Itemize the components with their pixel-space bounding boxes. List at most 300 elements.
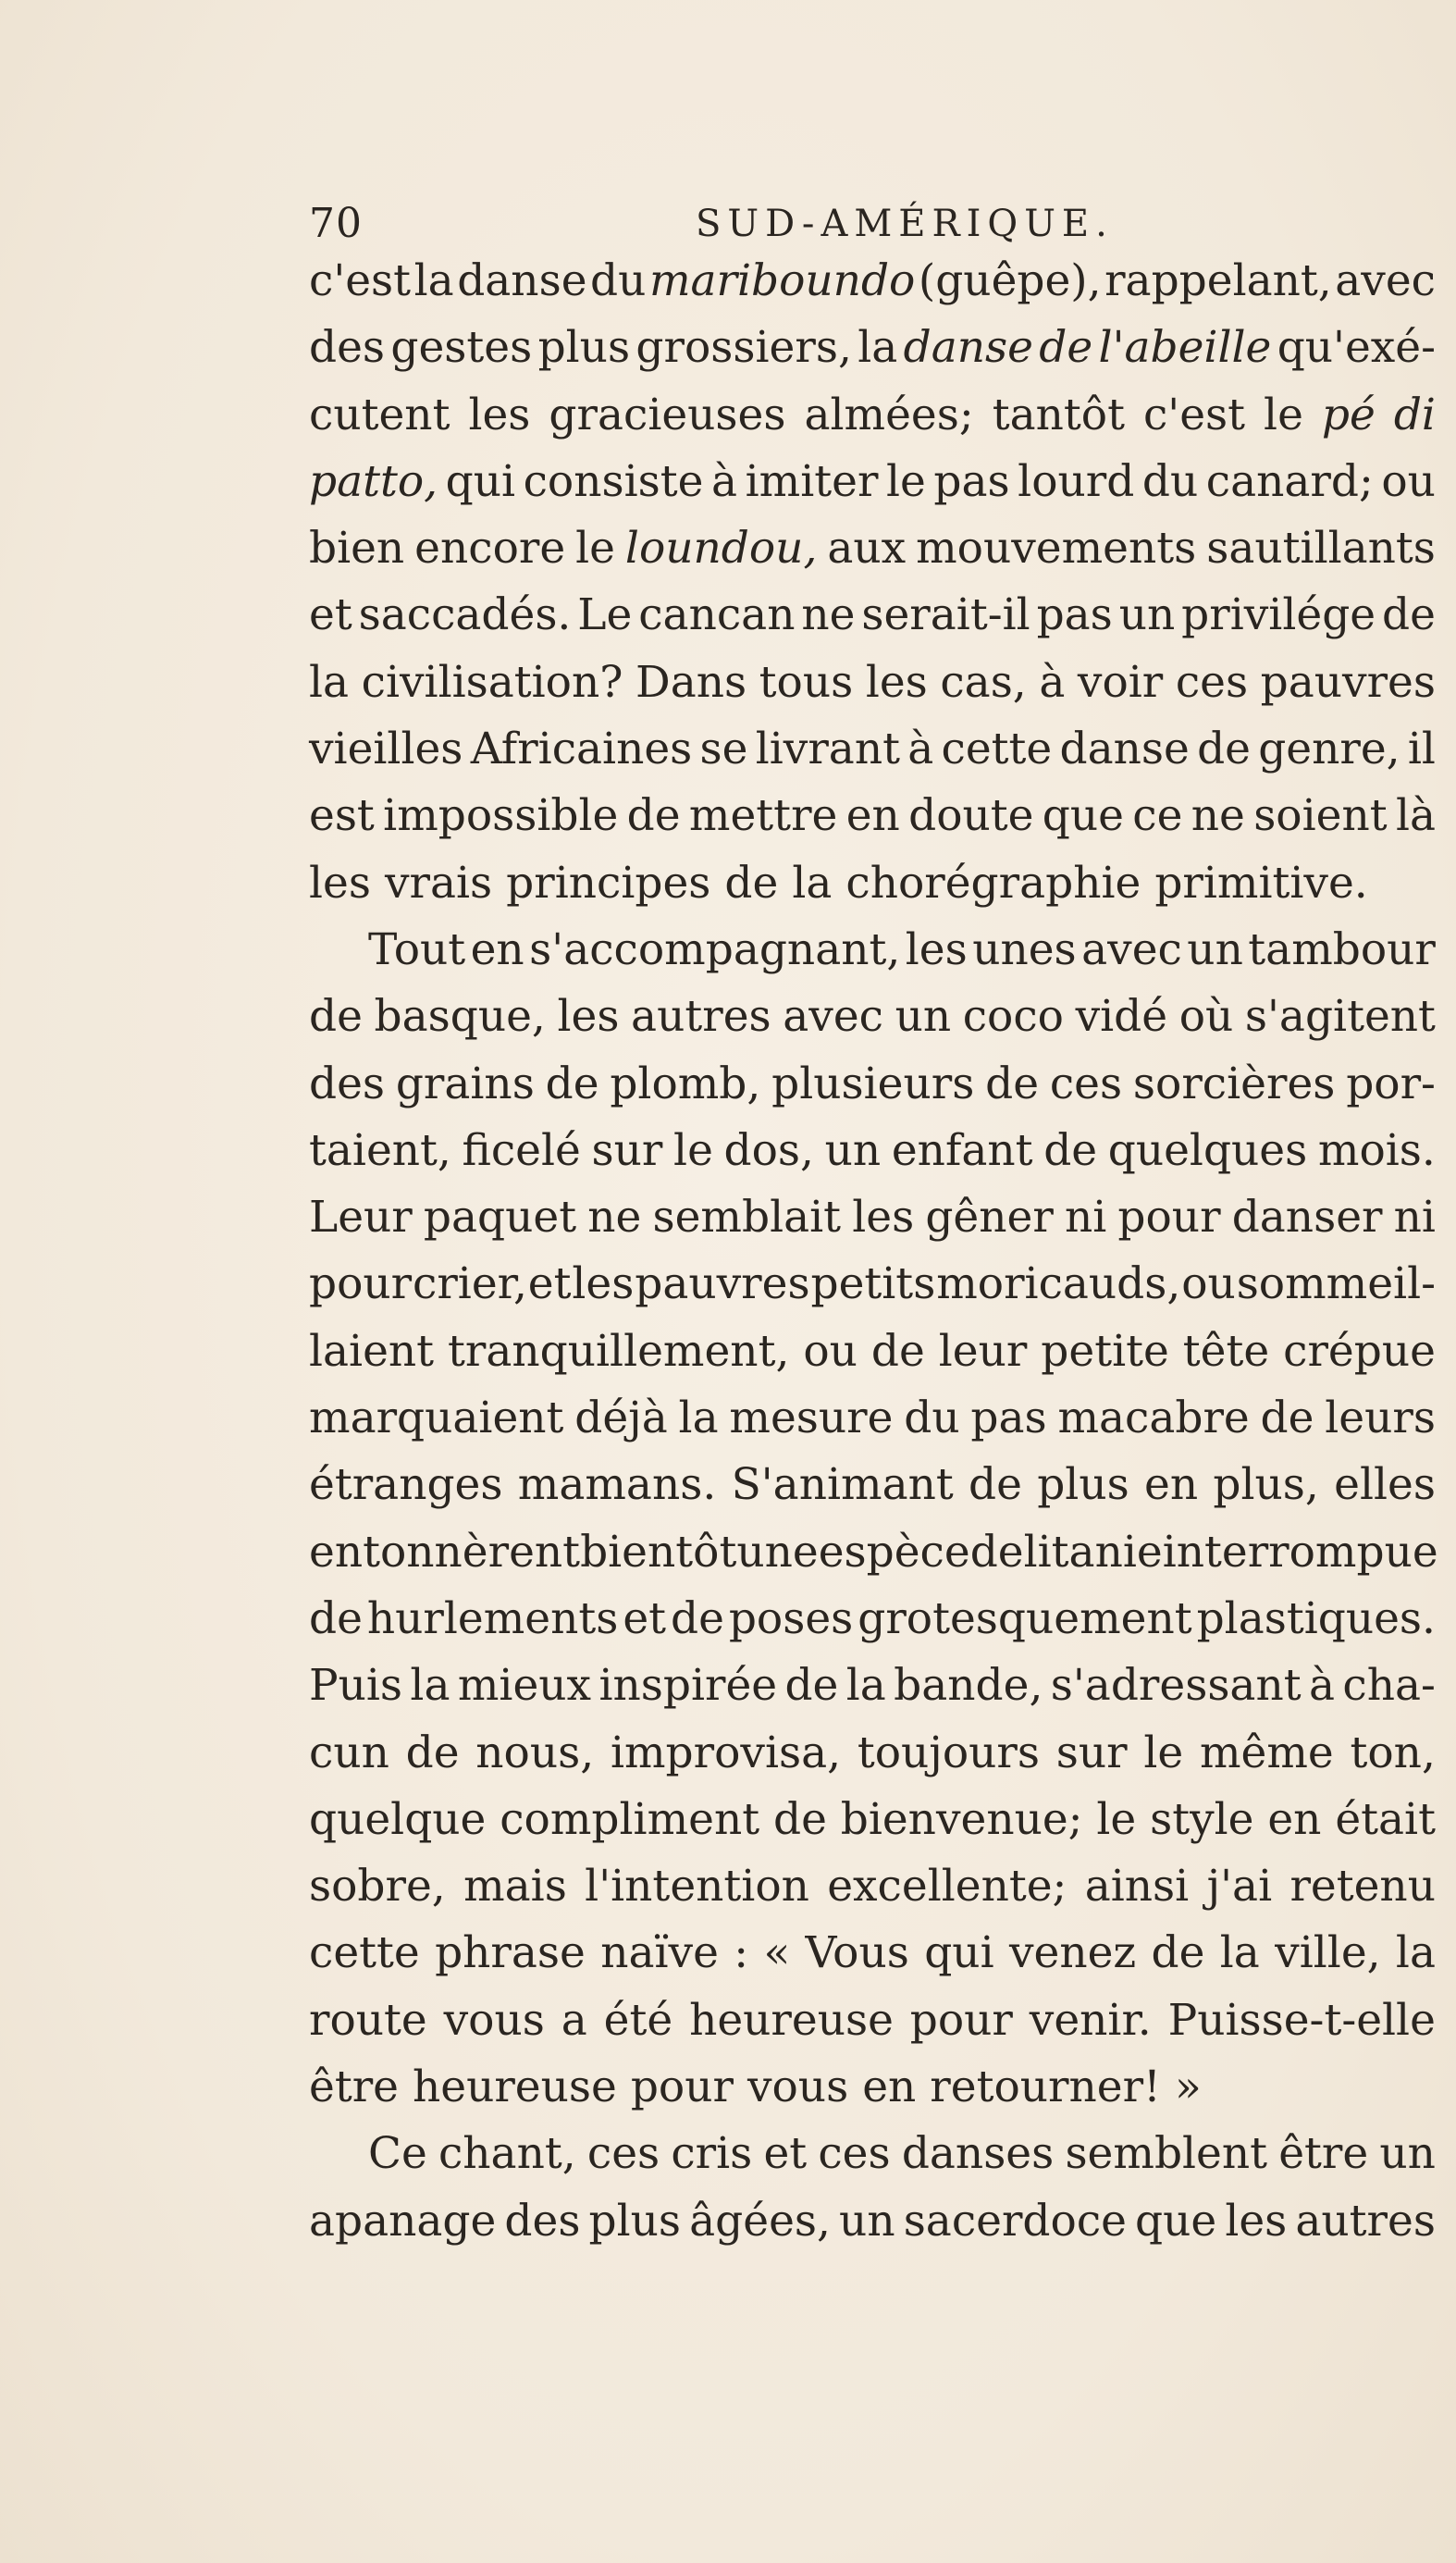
word: ne (1191, 790, 1245, 842)
word: doute (908, 790, 1034, 842)
text-line-3 (309, 382, 1436, 449)
word: où (1178, 991, 1234, 1043)
word: s'agitent (1244, 991, 1436, 1043)
text-line-30 (309, 2188, 1436, 2255)
text-line-12 (309, 984, 1436, 1050)
word: gracieuses (549, 389, 786, 440)
word: qui (445, 455, 516, 507)
text-line-21 (309, 1586, 1436, 1653)
word: tous (759, 656, 854, 708)
word: moricauds, (936, 1258, 1181, 1310)
text-line-10 (309, 850, 1436, 917)
word: pas (970, 1393, 1047, 1444)
word: Puis (309, 1660, 403, 1712)
word: crépue (1283, 1325, 1436, 1377)
word: grains (395, 1058, 535, 1109)
word: gêner (925, 1192, 1054, 1244)
page-header (309, 196, 1428, 252)
word: en (1267, 1793, 1322, 1845)
word: du (590, 255, 647, 306)
word: ton, (1350, 1727, 1436, 1778)
word: les (852, 1192, 915, 1244)
word: de (626, 790, 681, 842)
word: gestes (390, 322, 533, 374)
word: chant, (438, 2128, 576, 2180)
word: de (670, 1592, 724, 1644)
word: mettre (688, 790, 838, 842)
word: a (561, 1994, 587, 2046)
word: le (1096, 1793, 1137, 1845)
word: en (862, 2062, 917, 2113)
word: heureuse (412, 2062, 617, 2113)
word: de (969, 1526, 1024, 1578)
word: pé (1321, 389, 1376, 440)
word: retourner! (930, 2062, 1161, 2113)
word: serait-il (861, 589, 1030, 641)
word: semblait (652, 1192, 842, 1244)
word: macabre (1057, 1393, 1250, 1444)
word: inspirée (598, 1660, 778, 1712)
page-number: 70 (309, 200, 363, 247)
text-line-4 (309, 449, 1436, 515)
word: bande, (894, 1660, 1043, 1712)
word: Africaines (470, 724, 693, 775)
word: pour (1117, 1192, 1221, 1244)
word: vrais (384, 857, 493, 909)
word: aux (827, 523, 907, 575)
word: pour (630, 2062, 734, 2113)
word: Puisse-t-elle (1167, 1994, 1436, 2046)
word: que (1042, 790, 1124, 842)
word: du (904, 1393, 960, 1444)
running-head: SUD-AMÉRIQUE. (696, 203, 1114, 245)
word: ou (803, 1325, 858, 1377)
text-line-19 (309, 1452, 1436, 1518)
word: le (575, 523, 615, 575)
word: pour (309, 1258, 413, 1310)
text-line-9 (309, 783, 1436, 849)
word: poses (728, 1592, 854, 1644)
word: coco (962, 991, 1064, 1043)
word: ni (1393, 1192, 1436, 1244)
word: les (1225, 2195, 1288, 2247)
word: grossiers, (635, 322, 852, 374)
word: mamans. (517, 1459, 717, 1511)
word: de (309, 991, 363, 1043)
word: et (763, 2128, 808, 2180)
word: pauvres (635, 1258, 810, 1310)
word: unes (972, 923, 1077, 975)
word: almées; (804, 389, 974, 440)
word: plusieurs (771, 1058, 975, 1109)
word: danse (903, 322, 1033, 374)
word: patto, (309, 455, 438, 507)
word: tranquillement, (448, 1325, 790, 1377)
text-line-1 (309, 248, 1436, 315)
word: di (1393, 389, 1436, 440)
text-line-23 (309, 1720, 1436, 1787)
word: pour (909, 1994, 1013, 2046)
word: un (1379, 2128, 1436, 2180)
word: route (309, 1994, 427, 2046)
word: excellente; (827, 1861, 1067, 1913)
text-line-13 (309, 1051, 1436, 1118)
word: marquaient (309, 1393, 564, 1444)
word: la (858, 322, 898, 374)
word: âgées, (689, 2195, 831, 2247)
word: ces (818, 2128, 891, 2180)
word: qui (924, 1927, 994, 1979)
word: de (1043, 1124, 1098, 1176)
word: sobre, (309, 1861, 446, 1913)
word: des (309, 322, 386, 374)
word: compliment (500, 1793, 760, 1845)
word: imiter (745, 455, 879, 507)
text-line-29 (309, 2121, 1436, 2187)
word: Dans (635, 656, 747, 708)
word: s'adressant (1050, 1660, 1302, 1712)
word: primitive. (1154, 857, 1368, 909)
word: plomb, (610, 1058, 761, 1109)
word: chorégraphie (845, 857, 1141, 909)
word: de (309, 1592, 363, 1644)
word: de (969, 1459, 1022, 1511)
word: les (468, 389, 531, 440)
word: la (413, 255, 454, 306)
word: : (734, 1927, 749, 1979)
word: un (1118, 589, 1176, 641)
text-line-14 (309, 1118, 1436, 1184)
word: improvisa, (610, 1727, 842, 1778)
word: retenu (1289, 1861, 1436, 1913)
text-line-22 (309, 1653, 1436, 1719)
word: privilége (1181, 589, 1376, 641)
word: voir (1077, 656, 1164, 708)
word: de (1151, 1927, 1205, 1979)
word: mieux (457, 1660, 592, 1712)
word: sur (591, 1124, 663, 1176)
word: avec (1335, 255, 1436, 306)
word: enfant (891, 1124, 1033, 1176)
word: ces (586, 2128, 660, 2180)
word: s'accompagnant, (529, 923, 901, 975)
word: apanage (309, 2195, 497, 2247)
word: pauvres (1260, 656, 1436, 708)
word: de (1197, 724, 1251, 775)
word: bienvenue; (840, 1793, 1083, 1845)
word: ces (1175, 656, 1249, 708)
word: lourd (1018, 455, 1135, 507)
word: à (711, 455, 738, 507)
word: du (1141, 455, 1199, 507)
word: les (557, 991, 620, 1043)
text-line-7 (309, 650, 1436, 716)
word: crier, (413, 1258, 527, 1310)
word: autres (1295, 2195, 1436, 2247)
word: de (784, 1660, 839, 1712)
word: cun (309, 1727, 389, 1778)
word: dos, (723, 1124, 814, 1176)
word: la (792, 857, 833, 909)
word: être (309, 2062, 399, 2113)
word: espèce (818, 1526, 970, 1578)
text-line-27 (309, 1987, 1436, 2054)
word: cris (671, 2128, 753, 2180)
word: interrompue (1162, 1526, 1438, 1578)
word: les (865, 656, 928, 708)
word: mois. (1317, 1124, 1436, 1176)
word: de (1382, 589, 1436, 641)
word: à (1309, 1660, 1336, 1712)
word: cha- (1342, 1660, 1436, 1712)
word: était (1335, 1793, 1436, 1845)
word: été (603, 1994, 673, 2046)
word: de (772, 1793, 827, 1845)
word: vous (443, 1994, 545, 2046)
word: cancan (638, 589, 796, 641)
word: ou (1381, 455, 1436, 507)
word: ficelé (462, 1124, 581, 1176)
word: la (1395, 1927, 1436, 1979)
word: j'ai (1206, 1861, 1273, 1913)
word: ne (587, 1192, 642, 1244)
word: la (845, 1660, 886, 1712)
word: avec (1081, 923, 1182, 975)
word: en (470, 923, 524, 975)
word: saccadés. (358, 589, 572, 641)
text-line-24 (309, 1787, 1436, 1853)
word: paquet (423, 1192, 577, 1244)
word: plus (588, 2195, 682, 2247)
word: pas (1036, 589, 1113, 641)
word: ville, (1275, 1927, 1381, 1979)
word: est (309, 790, 375, 842)
word: danses (901, 2128, 1055, 2180)
word: et (527, 1258, 572, 1310)
word: cette (309, 1927, 420, 1979)
word: le (673, 1124, 713, 1176)
word: cas, (940, 656, 1027, 708)
word: (guêpe), (918, 255, 1102, 306)
text-line-17 (309, 1319, 1436, 1385)
word: mais (463, 1861, 567, 1913)
text-line-25 (309, 1853, 1436, 1920)
word: cutent (309, 389, 450, 440)
word: sautillants (1206, 523, 1436, 575)
word: por- (1346, 1058, 1436, 1109)
word: leur (938, 1325, 1028, 1377)
word: en (845, 790, 900, 842)
word: le (1264, 389, 1303, 440)
word: ni (1064, 1192, 1107, 1244)
text-line-2 (309, 315, 1436, 381)
word: leurs (1325, 1393, 1436, 1444)
word: en (1144, 1459, 1199, 1511)
word: tantôt (992, 389, 1125, 440)
word: semblent (1065, 2128, 1268, 2180)
word: la (309, 656, 350, 708)
word: un (824, 1124, 882, 1176)
word: là (1395, 790, 1436, 842)
word: petits (810, 1258, 936, 1310)
text-line-16 (309, 1251, 1436, 1318)
word: loundou, (624, 523, 818, 575)
word: tambour (1248, 923, 1436, 975)
word: basque, (374, 991, 546, 1043)
word: Vous (805, 1927, 909, 1979)
word: petite (1041, 1325, 1169, 1377)
word: qu'exé- (1277, 322, 1436, 374)
word: naïve (600, 1927, 719, 1979)
word: bien (309, 523, 405, 575)
word: plus (1037, 1459, 1129, 1511)
word: danse (1059, 724, 1190, 775)
word: la (678, 1393, 719, 1444)
word: la (1219, 1927, 1260, 1979)
word: une (736, 1526, 819, 1578)
word: plus, (1213, 1459, 1319, 1511)
word: se (699, 724, 748, 775)
word: pas (933, 455, 1010, 507)
word: l'abeille (1098, 322, 1272, 374)
word: mesure (729, 1393, 894, 1444)
word: de (545, 1058, 599, 1109)
text-line-28 (309, 2054, 1436, 2121)
word: à (907, 724, 934, 775)
word: taient, (309, 1124, 451, 1176)
word: plus (537, 322, 631, 374)
word: les (309, 857, 371, 909)
word: il (1407, 724, 1436, 775)
word: les (572, 1258, 635, 1310)
word: bientôt (580, 1526, 737, 1578)
word: vidé (1075, 991, 1168, 1043)
word: sorcières (1132, 1058, 1336, 1109)
word: entonnèrent (309, 1526, 581, 1578)
text-line-5 (309, 515, 1436, 582)
word: litanie (1023, 1526, 1163, 1578)
word: un (1187, 923, 1243, 975)
body-text (309, 248, 1436, 2255)
word: rappelant, (1104, 255, 1332, 306)
word: un (839, 2195, 895, 2247)
word: toujours (857, 1727, 1040, 1778)
word: sur (1055, 1727, 1128, 1778)
word: un (895, 991, 952, 1043)
word: l'intention (585, 1861, 809, 1913)
word: Le (577, 589, 633, 641)
word: venez (1008, 1927, 1137, 1979)
word: phrase (435, 1927, 586, 1979)
word: c'est (1142, 389, 1246, 440)
word: civilisation? (361, 656, 623, 708)
word: vous (747, 2062, 849, 2113)
word: « (763, 1927, 791, 1979)
word: même (1199, 1727, 1334, 1778)
word: » (1174, 2062, 1202, 2113)
text-line-18 (309, 1385, 1436, 1452)
text-line-20 (309, 1519, 1436, 1586)
word: et (623, 1592, 667, 1644)
word: maribоundo (648, 255, 916, 306)
word: genre, (1258, 724, 1400, 775)
word: nous, (475, 1727, 595, 1778)
word: cette (941, 724, 1053, 775)
text-line-8 (309, 716, 1436, 783)
word: avec (783, 991, 883, 1043)
word: que (1135, 2195, 1217, 2247)
word: des (504, 2195, 581, 2247)
word: danser (1231, 1192, 1383, 1244)
word: vieilles (309, 724, 463, 775)
word: grotesquement (858, 1592, 1192, 1644)
word: hurlements (366, 1592, 619, 1644)
word: heureuse (689, 1994, 894, 2046)
word: quelque (309, 1793, 487, 1845)
word: impossible (383, 790, 619, 842)
word: de (1260, 1393, 1314, 1444)
word: elles (1334, 1459, 1436, 1511)
word: à (1039, 656, 1066, 708)
word: soient (1253, 790, 1388, 842)
word: Tout (368, 923, 466, 975)
word: et (309, 589, 352, 641)
word: de (724, 857, 779, 909)
word: ne (801, 589, 856, 641)
text-line-6 (309, 582, 1436, 649)
text-line-15 (309, 1184, 1436, 1251)
word: ainsi (1084, 1861, 1190, 1913)
word: de (1039, 322, 1093, 374)
word: quelques (1107, 1124, 1308, 1176)
word: plastiques. (1196, 1592, 1436, 1644)
word: être (1278, 2128, 1369, 2180)
word: c'est (309, 255, 412, 306)
word: le (1143, 1727, 1184, 1778)
text-line-26 (309, 1920, 1436, 1987)
word: le (885, 455, 926, 507)
word: tête (1182, 1325, 1270, 1377)
word: laient (309, 1325, 435, 1377)
word: étranges (309, 1459, 503, 1511)
word: ces (1049, 1058, 1123, 1109)
word: de (985, 1058, 1040, 1109)
word: Leur (309, 1192, 413, 1244)
word: encore (414, 523, 566, 575)
word: canard; (1205, 455, 1374, 507)
word: ce (1132, 790, 1183, 842)
word: les (905, 923, 968, 975)
word: sacerdoce (903, 2195, 1127, 2247)
word: mouvements (916, 523, 1197, 575)
word: venir. (1029, 1994, 1152, 2046)
word: livrant (755, 724, 900, 775)
word: S'animant (731, 1459, 954, 1511)
word: principes (506, 857, 711, 909)
word: danse (457, 255, 587, 306)
word: déjà (574, 1393, 668, 1444)
word: sommeil- (1236, 1258, 1436, 1310)
word: de (870, 1325, 925, 1377)
word: style (1150, 1793, 1254, 1845)
word: autres (631, 991, 771, 1043)
word: Ce (368, 2128, 427, 2180)
word: consiste (523, 455, 704, 507)
word: de (405, 1727, 460, 1778)
word: des (309, 1058, 386, 1109)
word: ou (1181, 1258, 1236, 1310)
text-line-11 (309, 917, 1436, 984)
